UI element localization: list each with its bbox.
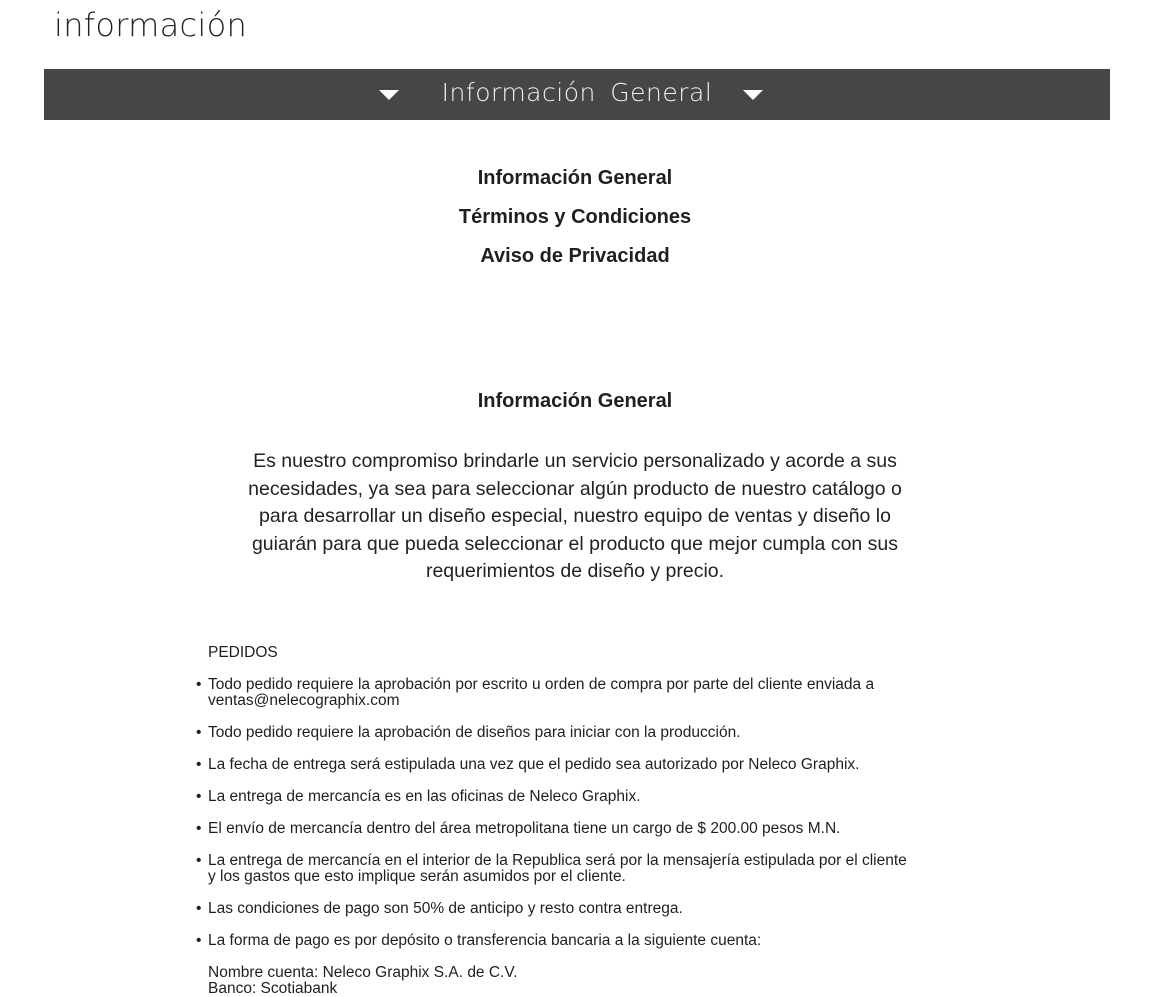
orders-title: PEDIDOS [208, 644, 278, 661]
list-item: • La entrega de mercancía en el interior de la Republica será por la mensajería estipulada por el cliente y los gastos que esto implique serán asumidos por el cliente. [208, 853, 918, 885]
orders-list [208, 677, 918, 949]
section-dropdown-bar[interactable] [44, 69, 1110, 120]
nav-link-aviso-privacidad[interactable]: Aviso de Privacidad [480, 245, 670, 267]
intro-paragraph: Es nuestro compromiso brindarle un servicio personalizado y acorde a sus necesidades, ya sea para seleccionar algún producto de nuestro catálogo o para desarrollar un diseño especial, nuestro equipo de ventas y diseño lo guiarán para que pueda seleccionar el producto que mejor cumpla con sus requerimientos de diseño y precio. [248, 450, 902, 583]
list-item: • Todo pedido requiere la aprobación por escrito u orden de compra por parte del cliente enviada a ventas@nelecographix.com [208, 677, 918, 709]
nav-link-informacion-general[interactable]: Información General [477, 167, 673, 189]
list-item: • La forma de pago es por depósito o transferencia bancaria a la siguiente cuenta: [208, 933, 918, 949]
list-item: • Las condiciones de pago son 50% de anticipo y resto contra entrega. [208, 901, 918, 917]
list-item: • La entrega de mercancía es en las oficinas de Neleco Graphix. [208, 789, 918, 805]
nav-link-terminos-condiciones[interactable]: Términos y Condiciones [458, 206, 692, 228]
list-item: • El envío de mercancía dentro del área metropolitana tiene un cargo de $ 200.00 pesos M.N. [208, 821, 918, 837]
section-dropdown-label[interactable]: Información General [441, 78, 713, 107]
orders-section [208, 645, 918, 997]
bank-account-info [208, 965, 918, 997]
section-heading: Información General [477, 390, 673, 412]
page-title: información [54, 6, 248, 44]
caret-down-icon[interactable] [743, 90, 763, 100]
section-nav [0, 165, 1150, 282]
list-item: • La fecha de entrega será estipulada una vez que el pedido sea autorizado por Neleco Graphix. [208, 757, 918, 773]
list-item: • Todo pedido requiere la aprobación de diseños para iniciar con la producción. [208, 725, 918, 741]
account-bank: Banco: Scotiabank [208, 980, 338, 997]
account-name: Nombre cuenta: Neleco Graphix S.A. de C.V. [208, 964, 518, 981]
